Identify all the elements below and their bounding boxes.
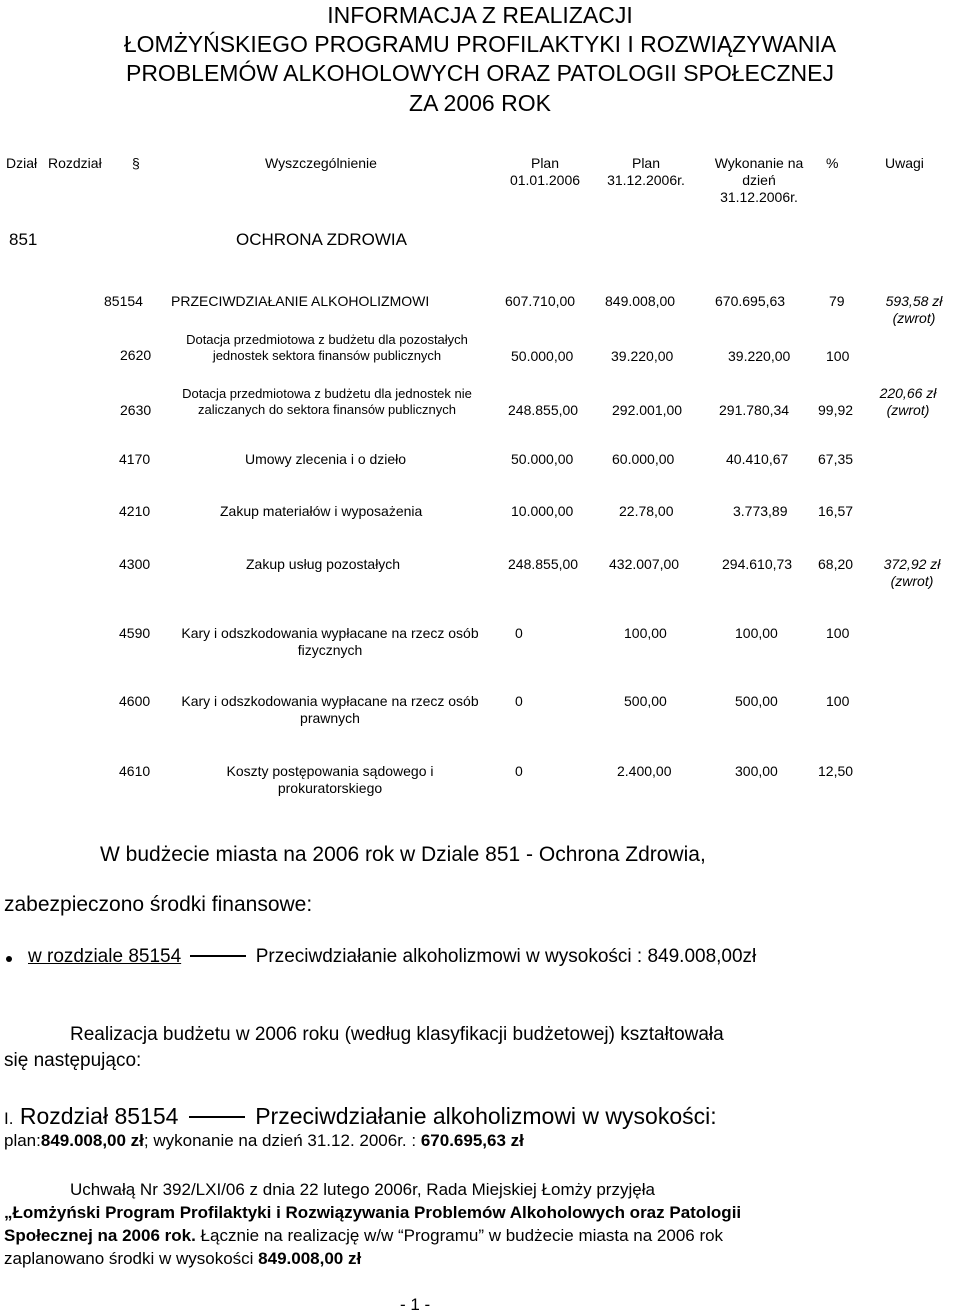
table-row-2620-plan-end: 39.220,00: [611, 348, 674, 364]
table-row-4300-uwagi-b: (zwrot): [890, 573, 934, 589]
rozdzial-uwagi: [872, 293, 956, 327]
resolution-line-4: [4, 1248, 361, 1270]
resolution-line-4-text: zaplanowano środki w wysokości: [4, 1249, 259, 1268]
rozdzial-wykonanie: 670.695,63: [715, 293, 786, 309]
table-row-4300-uwagi: [870, 556, 954, 590]
table-row-4210-percent: 16,57: [818, 503, 854, 519]
page-number: - 1 -: [400, 1295, 431, 1314]
realization-line-1: Realizacja budżetu w 2006 roku (według klasyfikacji budżetowej) kształtowała: [70, 1024, 724, 1045]
table-row-4300-uwagi-a: 372,92 zł: [883, 556, 941, 572]
table-row-4170-plan-start: 50.000,00: [511, 451, 574, 467]
col-header-wykonanie: [700, 155, 818, 206]
table-row-2630-name-a: Dotacja przedmiotowa z budżetu dla jednostek nie: [182, 386, 472, 401]
table-row-4610-par: 4610: [119, 763, 151, 779]
table-row-4590-plan-start: 0: [515, 625, 523, 641]
doc-title-line-1: INFORMACJA Z REALIZACJI: [327, 2, 633, 28]
bullet-chapter: w rozdziale 85154: [28, 946, 182, 967]
rozdzial-code: 85154: [104, 293, 143, 309]
table-row-2620-name-b: jednostek sektora finansów publicznych: [212, 348, 442, 363]
plan-summary-line: [4, 1130, 524, 1152]
doc-title-line-4: ZA 2006 ROK: [409, 90, 551, 116]
table-row-2620-wykonanie: 39.220,00: [728, 348, 791, 364]
table-row-4600-percent: 100: [826, 693, 850, 709]
bullet-dash: [190, 955, 246, 957]
rozdzial-name: PRZECIWDZIAŁANIE ALKOHOLIZMOWI: [171, 293, 430, 309]
plan-middle: ; wykonanie na dzień 31.12. 2006r. :: [143, 1131, 417, 1150]
table-row-4600-name-b: prawnych: [300, 710, 360, 726]
resolution-line-3-rest: Łącznie na realizację w/w “Programu” w budżecie miasta na 2006 rok: [195, 1226, 724, 1245]
doc-title-line-2: ŁOMŻYŃSKIEGO PROGRAMU PROFILAKTYKI I ROZWIĄZYWANIA: [123, 31, 837, 57]
table-row-4590-name-a: Kary i odszkodowania wypłacane na rzecz osób: [181, 625, 479, 641]
resolution-line-3-bold: Społecznej na 2006 rok.: [4, 1226, 196, 1245]
col-header-wykonanie-b: dzień: [742, 172, 776, 188]
col-header-plan-end-b: 31.12.2006r.: [607, 172, 685, 188]
table-row-4610-name: [160, 763, 500, 797]
table-row-4210-plan-end: 22.78,00: [619, 503, 674, 519]
table-row-4170-percent: 67,35: [818, 451, 854, 467]
doc-title-line-3: PROBLEMÓW ALKOHOLOWYCH ORAZ PATOLOGII SPOŁECZNEJ: [125, 60, 835, 86]
table-row-4590-plan-end: 100,00: [624, 625, 667, 641]
table-row-4600-par: 4600: [119, 693, 151, 709]
table-row-4600-wykonanie: 500,00: [735, 693, 778, 709]
col-header-dzial: Dział: [6, 155, 38, 171]
table-row-4170-par: 4170: [119, 451, 151, 467]
table-row-4300-plan-end: 432.007,00: [609, 556, 680, 572]
table-row-2630-wykonanie: 291.780,34: [719, 402, 790, 418]
bullet-description: Przeciwdziałanie alkoholizmowi w wysokości : 849.008,00zł: [255, 946, 757, 967]
table-row-2630-name: [160, 386, 494, 418]
col-header-plan-end: [596, 155, 696, 189]
table-row-4170-wykonanie: 40.410,67: [726, 451, 789, 467]
table-row-4170-plan-end: 60.000,00: [612, 451, 675, 467]
resolution-line-1: Uchwałą Nr 392/LXI/06 z dnia 22 lutego 2006r, Rada Miejskiej Łomży przyjęła: [70, 1180, 655, 1199]
table-row-2620-name: [160, 332, 494, 364]
bullet-line: [28, 945, 756, 969]
rozdzial-uwagi-b: (zwrot): [892, 310, 936, 326]
table-row-4610-wykonanie: 300,00: [735, 763, 778, 779]
table-row-4170-name: Umowy zlecenia i o dzieło: [245, 451, 407, 467]
col-header-percent: %: [826, 155, 839, 171]
table-row-2630-percent: 99,92: [818, 402, 854, 418]
table-row-4210-plan-start: 10.000,00: [511, 503, 574, 519]
table-row-4300-par: 4300: [119, 556, 151, 572]
section-i-dash: [189, 1116, 245, 1118]
resolution-line-4-amount: 849.008,00 zł: [258, 1249, 362, 1268]
section-dzial-name: OCHRONA ZDROWIA: [236, 230, 407, 249]
rozdzial-uwagi-a: 593,58 zł: [885, 293, 943, 309]
col-header-wykonanie-c: 31.12.2006r.: [720, 189, 798, 205]
bullet-icon: [6, 956, 12, 962]
section-i-chapter: Rozdział 85154: [19, 1103, 179, 1129]
table-row-4300-percent: 68,20: [818, 556, 854, 572]
rozdzial-plan-end: 849.008,00: [605, 293, 676, 309]
table-row-2630-plan-end: 292.001,00: [612, 402, 683, 418]
table-row-4590-percent: 100: [826, 625, 850, 641]
col-header-plan-start: [495, 155, 595, 189]
table-row-2630-plan-start: 248.855,00: [508, 402, 579, 418]
table-row-2630-name-b: zaliczanych do sektora finansów publicznych: [198, 402, 456, 417]
table-row-4610-plan-end: 2.400,00: [617, 763, 672, 779]
section-dzial-code: 851: [9, 230, 38, 249]
table-row-4610-percent: 12,50: [818, 763, 854, 779]
col-header-plan-end-a: Plan: [631, 155, 661, 171]
table-row-4610-name-a: Koszty postępowania sądowego i: [226, 763, 434, 779]
table-row-2630-uwagi-a: 220,66 zł: [879, 385, 937, 401]
resolution-line-2: „Łomżyński Program Profilaktyki i Rozwiązywania Problemów Alkoholowych oraz Patologii: [4, 1203, 742, 1222]
table-row-4300-plan-start: 248.855,00: [508, 556, 579, 572]
execution-value: 670.695,63 zł: [420, 1131, 524, 1150]
table-row-4600-name-a: Kary i odszkodowania wypłacane na rzecz osób: [181, 693, 479, 709]
col-header-plan-start-a: Plan: [530, 155, 560, 171]
plan-value: 849.008,00 zł: [40, 1131, 144, 1150]
resolution-line-3: [4, 1225, 723, 1247]
table-row-4590-name-b: fizycznych: [297, 642, 363, 658]
col-header-wyszczegolnienie: Wyszczególnienie: [265, 155, 377, 171]
table-row-4590-name: [160, 625, 500, 659]
table-row-2630-uwagi: [868, 385, 948, 419]
col-header-paragraf: §: [132, 155, 140, 171]
section-i-description: Przeciwdziałanie alkoholizmowi w wysokości:: [255, 1103, 717, 1129]
table-row-4210-wykonanie: 3.773,89: [733, 503, 788, 519]
table-row-4300-wykonanie: 294.610,73: [722, 556, 793, 572]
table-row-4610-name-b: prokuratorskiego: [277, 780, 383, 796]
table-row-4600-plan-end: 500,00: [624, 693, 667, 709]
table-row-4590-par: 4590: [119, 625, 151, 641]
table-row-4210-par: 4210: [119, 503, 151, 519]
plan-label: plan:: [4, 1131, 41, 1150]
table-row-4600-name: [160, 693, 500, 727]
table-row-2630-uwagi-b: (zwrot): [886, 402, 930, 418]
section-i-number: I.: [4, 1109, 14, 1128]
col-header-uwagi: Uwagi: [885, 155, 924, 171]
col-header-wykonanie-a: Wykonanie na: [714, 155, 804, 171]
table-row-4300-name: Zakup usług pozostałych: [246, 556, 401, 572]
table-row-4590-wykonanie: 100,00: [735, 625, 778, 641]
table-row-2620-par: 2620: [120, 347, 152, 363]
table-row-2620-plan-start: 50.000,00: [511, 348, 574, 364]
rozdzial-percent: 79: [829, 293, 845, 309]
col-header-rozdzial: Rozdział: [48, 155, 102, 171]
table-row-4610-plan-start: 0: [515, 763, 523, 779]
realization-line-2: się następująco:: [4, 1050, 142, 1071]
secured-funds-heading: zabezpieczono środki finansowe:: [4, 893, 313, 916]
budget-heading: W budżecie miasta na 2006 rok w Dziale 851 - Ochrona Zdrowia,: [100, 843, 706, 866]
table-row-4210-name: Zakup materiałów i wyposażenia: [220, 503, 423, 519]
section-i-heading: [4, 1102, 717, 1133]
rozdzial-plan-start: 607.710,00: [505, 293, 576, 309]
table-row-2630-par: 2630: [120, 402, 152, 418]
col-header-plan-start-b: 01.01.2006: [509, 172, 581, 188]
table-row-4600-plan-start: 0: [515, 693, 523, 709]
table-row-2620-name-a: Dotacja przedmiotowa z budżetu dla pozostałych: [186, 332, 468, 347]
table-row-2620-percent: 100: [826, 348, 850, 364]
